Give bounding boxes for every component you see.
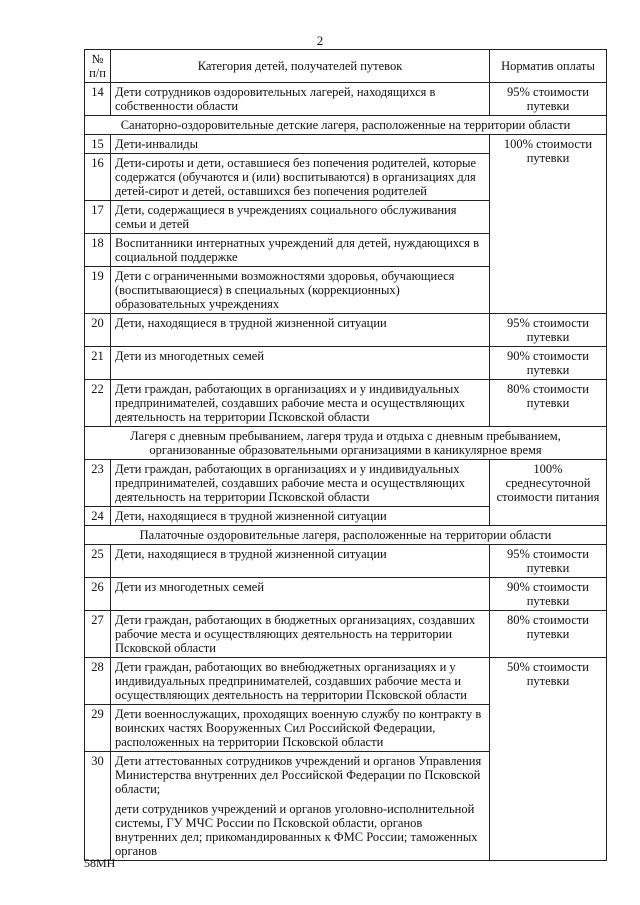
row-text: Дети с ограниченными возможностями здоровья, обучающиеся (воспитывающиеся) в специальных (коррекционных) образовательных учреждениях <box>111 267 490 314</box>
table-row <box>85 611 607 658</box>
benefits-table <box>84 49 607 861</box>
table-row <box>85 658 607 705</box>
section-row <box>85 427 607 460</box>
row-text: Воспитанники интернатных учреждений для детей, нуждающихся в социальной поддержке <box>111 234 490 267</box>
row-num: 20 <box>85 314 111 347</box>
row-norm: 80% стоимости путевки <box>490 380 607 427</box>
row-text: Дети сотрудников оздоровительных лагерей, находящихся в собственности области <box>111 83 490 116</box>
table-row <box>85 545 607 578</box>
row-norm: 90% стоимости путевки <box>490 347 607 380</box>
row-num: 30 <box>85 752 111 861</box>
row-norm: 95% стоимости путевки <box>490 83 607 116</box>
header-num: № п/п <box>85 50 111 83</box>
row-num: 21 <box>85 347 111 380</box>
document-code: 58МН <box>84 856 116 870</box>
table-row <box>85 83 607 116</box>
row-text: Дети-сироты и дети, оставшиеся без попечения родителей, которые содержатся (обучаются и (или) воспитываются) в организациях для детей-сирот и детей, оставшихся без попечения родителей <box>111 154 490 201</box>
row-text: Дети, находящиеся в трудной жизненной ситуации <box>111 314 490 347</box>
row-text: Дети-инвалиды <box>111 135 490 154</box>
row-text-group <box>111 752 490 861</box>
table-row <box>85 135 607 154</box>
row-text: Дети военнослужащих, проходящих военную службу по контракту в воинских частях Вооруженных Сил Российской Федерации, расположенных на территории Псковской области <box>111 705 490 752</box>
table-row <box>85 380 607 427</box>
row-num: 15 <box>85 135 111 154</box>
table-row <box>85 578 607 611</box>
row-num: 18 <box>85 234 111 267</box>
row-num: 27 <box>85 611 111 658</box>
row-norm: 95% стоимости путевки <box>490 314 607 347</box>
row-num: 22 <box>85 380 111 427</box>
table-row <box>85 314 607 347</box>
section-title: Палаточные оздоровительные лагеря, расположенные на территории области <box>85 526 607 545</box>
row-num: 25 <box>85 545 111 578</box>
row-num: 19 <box>85 267 111 314</box>
row-num: 23 <box>85 460 111 507</box>
row-text: Дети из многодетных семей <box>111 347 490 380</box>
row-num: 14 <box>85 83 111 116</box>
row-text: Дети граждан, работающих в организациях и у индивидуальных предпринимателей, создавших рабочие места и осуществляющих деятельность на территории Псковской области <box>111 460 490 507</box>
header-norm: Норматив оплаты <box>490 50 607 83</box>
row-text: Дети аттестованных сотрудников учреждений и органов Управления Министерства внутренних дел Российской Федерации по Псковской области; <box>115 754 482 796</box>
table-row <box>85 460 607 507</box>
row-text: Дети, находящиеся в трудной жизненной ситуации <box>111 545 490 578</box>
row-text: Дети граждан, работающих во внебюджетных организациях и у индивидуальных предпринимателей, создавших рабочие места и осуществляющих деятельность на территории Псковской области <box>111 658 490 705</box>
row-text: Дети граждан, работающих в организациях и у индивидуальных предпринимателей, создавших рабочие места и осуществляющих деятельность на территории Псковской области <box>111 380 490 427</box>
row-text: Дети, находящиеся в трудной жизненной ситуации <box>111 507 490 526</box>
row-num: 24 <box>85 507 111 526</box>
table-row <box>85 347 607 380</box>
section-title: Лагеря с дневным пребыванием, лагеря труда и отдыха с дневным пребыванием, организованные образовательными организациями в каникулярное время <box>85 427 607 460</box>
page-number: 2 <box>316 33 324 48</box>
row-norm: 95% стоимости путевки <box>490 545 607 578</box>
section-row <box>85 526 607 545</box>
row-num: 28 <box>85 658 111 705</box>
row-num: 16 <box>85 154 111 201</box>
header-category: Категория детей, получателей путевок <box>111 50 490 83</box>
row-norm: 50% стоимости путевки <box>490 658 607 861</box>
section-row <box>85 116 607 135</box>
row-norm: 80% стоимости путевки <box>490 611 607 658</box>
section-title: Санаторно-оздоровительные детские лагеря, расположенные на территории области <box>85 116 607 135</box>
row-num: 26 <box>85 578 111 611</box>
table-header <box>85 50 607 83</box>
row-text: Дети из многодетных семей <box>111 578 490 611</box>
row-text: Дети граждан, работающих в бюджетных организациях, создавших рабочие места и осуществляющих деятельность на территории Псковской области <box>111 611 490 658</box>
row-norm: 100% стоимости путевки <box>490 135 607 314</box>
row-num: 29 <box>85 705 111 752</box>
row-text-continued: дети сотрудников учреждений и органов уголовно-исполнительной системы, ГУ МЧС России по Псковской области, органов внутренних дел; прикомандированных к ФМС России; таможенных органов <box>115 802 478 858</box>
row-num: 17 <box>85 201 111 234</box>
row-norm: 90% стоимости путевки <box>490 578 607 611</box>
row-norm: 100% среднесуточной стоимости питания <box>490 460 607 526</box>
row-text: Дети, содержащиеся в учреждениях социального обслуживания семьи и детей <box>111 201 490 234</box>
